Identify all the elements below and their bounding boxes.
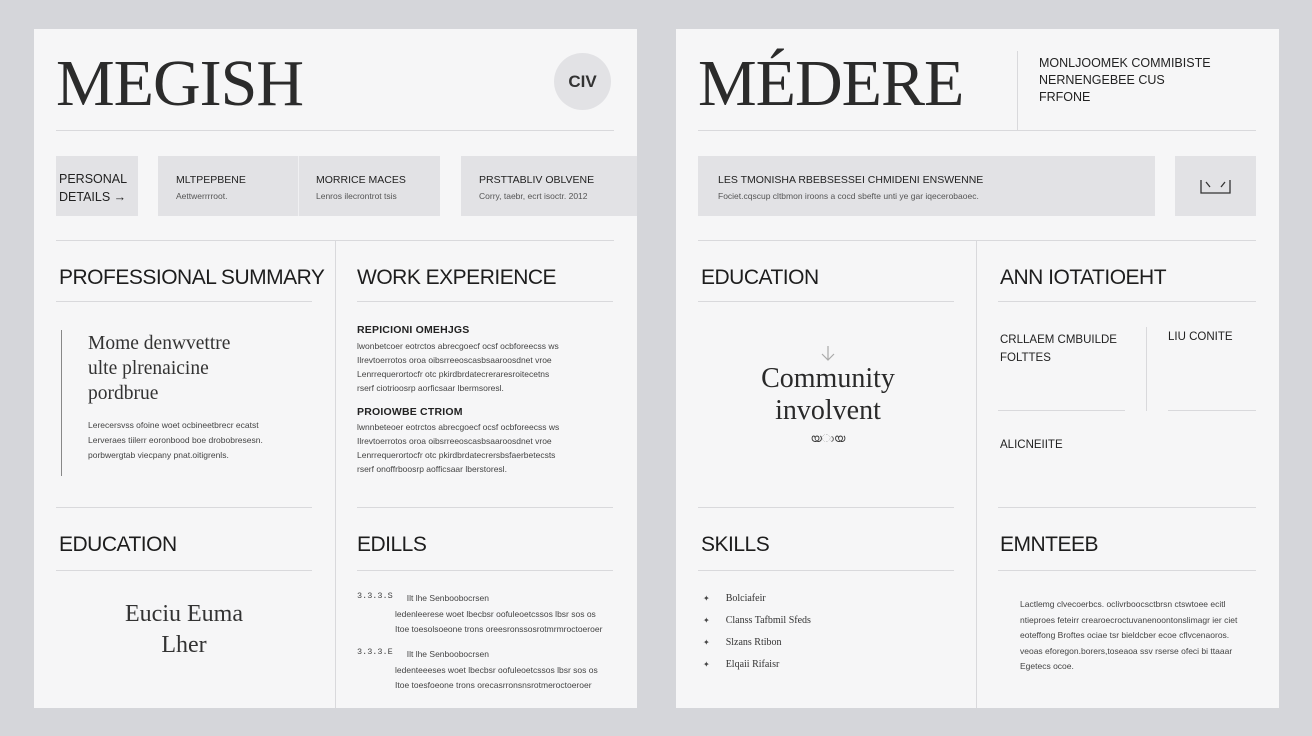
resume-page-right	[676, 29, 1279, 708]
resume-page-left	[34, 29, 637, 708]
summary-body	[88, 418, 263, 463]
tab-item-3[interactable]	[461, 156, 637, 216]
section-title-education: EDUCATION	[59, 533, 177, 556]
divider	[998, 570, 1256, 571]
skill-list-item	[703, 593, 766, 604]
bullet-icon: ✦	[703, 616, 710, 625]
body-line: ledenleerese woet lbecbsr oofuleoetcssos lbsr sos os	[395, 609, 596, 619]
contact-line: FRFONE	[1039, 90, 1091, 104]
divider	[298, 156, 299, 216]
quote-line: Mome denwvettre	[88, 333, 231, 354]
tab-label: DETAILS →	[59, 190, 127, 204]
quote-line: ulte plrenaicine	[88, 358, 209, 379]
divider	[56, 507, 312, 508]
column-divider	[976, 240, 977, 708]
education-line: involvent	[775, 395, 881, 426]
inbox-button[interactable]	[1175, 156, 1256, 216]
divider	[357, 570, 613, 571]
skill-item	[357, 647, 598, 693]
body-line: Lactlemg clvecoerbcs. oclivrboocsctbrsn ctswtoee ecitl	[1020, 599, 1226, 609]
cv-badge: CIV	[554, 53, 611, 110]
body-line: eoteffong Broftes ociae tsr bieldcber ecoe cflvcenaoros.	[1020, 630, 1230, 640]
education-line: Lher	[161, 632, 207, 658]
body-line: lwonbetcoer eotrctos abrecgoecf ocsf ocbforeecss ws	[357, 341, 559, 351]
body-line: Ilrevtoerrotos oroa oibsrreeoscasbsaaroosdnet vroe	[357, 355, 552, 365]
bullet-icon: ✦	[703, 660, 710, 669]
divider	[698, 507, 954, 508]
tab-label: MLTPEPBENE	[176, 174, 246, 186]
education-line: Community	[761, 363, 895, 394]
skill-list-item	[703, 615, 811, 626]
education-line: Euciu Euma	[125, 601, 243, 627]
education-entry	[56, 599, 312, 661]
tab-label: PRSTTABLIV OBLVENE	[479, 174, 595, 186]
section-title-skills: EDILLS	[357, 533, 427, 556]
annotation-item	[1000, 331, 1117, 367]
resume-title: MÉDERE	[698, 47, 964, 120]
body-line: Lerveraes tiilerr eoronbood boe drobobresesn.	[88, 435, 263, 445]
tab-sub: Corry, taebr, ecrt isoctr. 2012	[479, 191, 588, 201]
divider	[998, 301, 1256, 302]
contact-line: MONLJOOMEK COMMIBISTE	[1039, 56, 1211, 70]
tab-personal-details[interactable]	[56, 156, 138, 216]
skill-list-item	[703, 637, 782, 648]
emnteeb-body	[1020, 597, 1237, 675]
body-line: Lenrrequerortocfr otc pkirdbrdatecreraresroitecetns	[357, 369, 550, 379]
job-title: PROIOWBE CTRIOM	[357, 406, 463, 418]
skill-code: 3.3.3.S	[357, 591, 393, 601]
tab-sub: Aettwerrrroot.	[176, 191, 228, 201]
tab-group	[158, 156, 440, 216]
body-line: Egetecs ocoe.	[1020, 661, 1074, 671]
column-divider	[335, 240, 336, 708]
divider	[56, 301, 312, 302]
divider	[698, 130, 1256, 131]
divider	[357, 507, 613, 508]
divider	[698, 570, 954, 571]
quote-line: pordbrue	[88, 383, 159, 404]
skill-item	[357, 591, 602, 637]
ornament: യාയ	[810, 433, 846, 445]
section-title-education: EDUCATION	[701, 266, 819, 289]
tab-sub: Lenros ilecrontrot tsis	[316, 191, 397, 201]
divider	[1146, 327, 1147, 411]
body-line: Lerecersvss ofoine woet ocbineetbrecr ecatst	[88, 420, 259, 430]
resume-title: MEGISH	[56, 47, 304, 120]
skill-code: 3.3.3.E	[357, 647, 393, 657]
job-description	[357, 339, 559, 395]
body-line: porbwergtab viecpany pnat.oitigrenls.	[88, 450, 229, 460]
info-banner[interactable]	[698, 156, 1155, 216]
tab-label: MORRICE MACES	[316, 174, 406, 186]
divider	[56, 130, 614, 131]
job-description	[357, 420, 559, 476]
body-line: lwnnbeteoer eotrctos abrecgoecf ocsf ocbforeecss ws	[357, 422, 560, 432]
skill-title: Ilt lhe Senboobocrsen	[406, 649, 489, 659]
skill-label: Bolciafeir	[725, 593, 766, 604]
bullet-icon: ✦	[703, 594, 710, 603]
skill-list-item	[703, 659, 779, 670]
quote-rule	[61, 330, 62, 476]
section-title-emnteeb: EMNTEEB	[1000, 533, 1099, 556]
body-line: rserf onoffrboosrp aofficsaar lberstoresl.	[357, 464, 507, 474]
divider	[998, 410, 1125, 411]
skill-title: Ilt lhe Senboobocrsen	[406, 593, 489, 603]
body-line: ledenteeeses woet lbecbsr oofuleoetcssos lbsr sos os	[395, 665, 598, 675]
section-title-work: WORK EXPERIENCE	[357, 266, 557, 289]
section-title-summary: PROFESSIONAL SUMMARY	[59, 266, 325, 289]
section-title-skills: SKILLS	[701, 533, 770, 556]
contact-info	[1039, 55, 1211, 106]
body-line: Itoe toesfoeone trons orecasrronsnsrotmeroctoeroer	[395, 680, 592, 690]
annotation-item: ALICNEIITE	[1000, 439, 1063, 451]
skill-label: Slzans Rtibon	[725, 637, 782, 648]
body-line: ntieproes feteirr crearoecroctuvanenoontonslimagr ier ciet	[1020, 614, 1238, 625]
annotation-line: CRLLAEM CMBUILDE	[1000, 334, 1117, 346]
tab-label: PERSONAL	[59, 172, 128, 186]
arrow-down-icon	[819, 345, 837, 363]
annotation-item: LIU CONITE	[1168, 331, 1233, 343]
banner-sub: Fociet.cqscup cltbmon iroons a cocd sbefte unti ye gar iqecerobaoec.	[718, 191, 979, 201]
divider	[998, 507, 1256, 508]
annotation-line: FOLTTES	[1000, 352, 1051, 364]
summary-quote	[88, 331, 230, 406]
divider	[1017, 51, 1018, 130]
skill-label: Elqaii Rifaisr	[725, 659, 780, 670]
skill-label: Clanss Tafbmil Sfeds	[725, 615, 811, 626]
education-highlight	[698, 363, 958, 427]
divider	[698, 240, 1256, 241]
divider	[698, 301, 954, 302]
divider	[1168, 410, 1256, 411]
body-line: rserf ciotrioosrp aorficsaar lbermsoresl.	[357, 383, 504, 393]
contact-line: NERNENGEBEE CUS	[1039, 73, 1165, 87]
inbox-icon	[1199, 178, 1232, 195]
body-line: Ilrevtoerrotos oroa oibsrreeoscasbsaaroosdnet vroe	[357, 436, 552, 446]
divider	[357, 301, 613, 302]
job-title: REPICIONI OMEHJGS	[357, 324, 470, 336]
banner-label: LES TMONISHA RBEBSESSEI CHMIDENI ENSWENNE	[718, 174, 984, 186]
body-line: Itoe toesolsoeone trons oreesronssosrotmrmroctoeroer	[395, 624, 603, 634]
body-line: Lenrrequerortocfr otc pkirdbrdatecrersbsfaerbetecsts	[357, 450, 556, 460]
divider	[56, 570, 312, 571]
body-line: veoas eforegon.borers,toseaoa ssv rserse ofeci bi ttaaar	[1020, 645, 1233, 656]
bullet-icon: ✦	[703, 638, 710, 647]
section-title-annotation: ANN IOTATIOEHT	[1000, 266, 1167, 289]
